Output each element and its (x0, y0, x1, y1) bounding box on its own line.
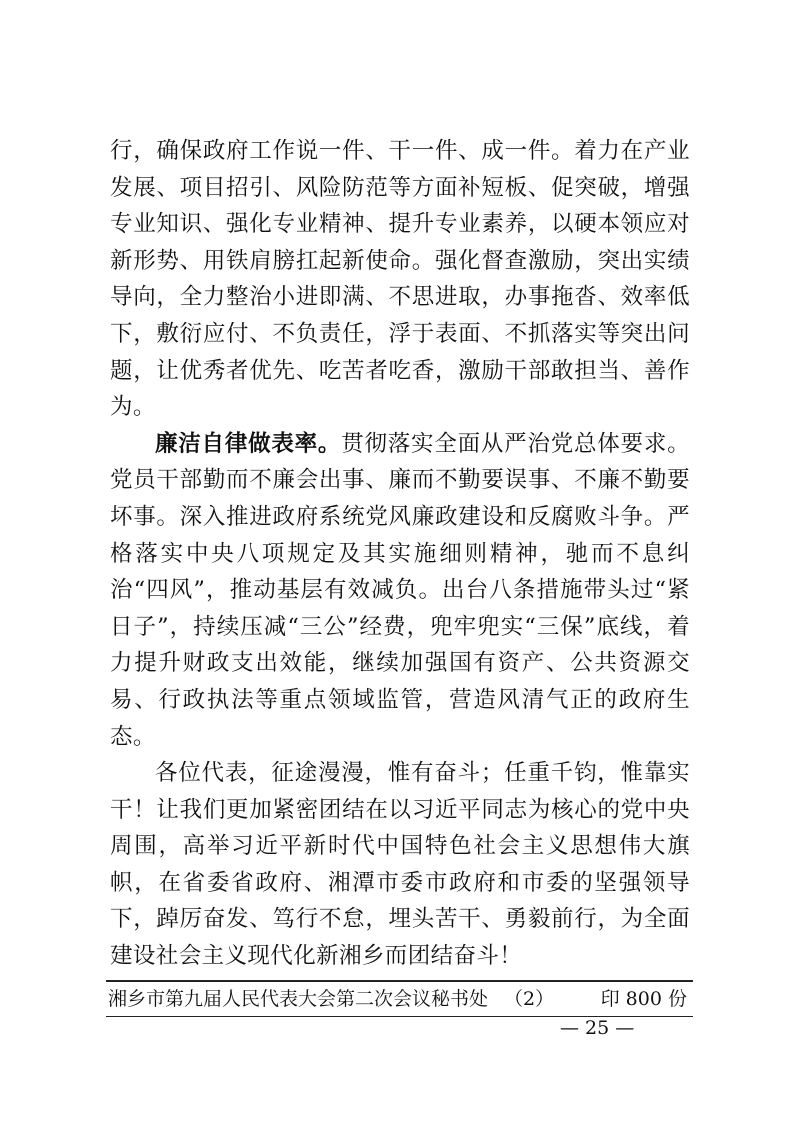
page-number: — 25 — (560, 1017, 635, 1039)
paragraph-text: 行，确保政府工作说一件、干一件、成一件。着力在产业发展、项目招引、风险防范等方面补短板、促突破，增强专业知识、强化专业精神、提升专业素养，以硬本领应对新形势、用铁肩膀扛起新使命。强化督查激励，突出实绩导向，全力整治小进即满、不思进取，办事拖沓、效率低下，敷衍应付、不负责任，浮于表面、不抓落实等突出问题，让优秀者优先、吃苦者吃香，激励干部敢担当、善作为。 (110, 138, 690, 421)
footer-issue-number: （2） (504, 987, 555, 1010)
footer-organization: 湘乡市第九届人民代表大会第二次会议秘书处 (108, 987, 489, 1010)
body-text (110, 133, 690, 975)
paragraph-heading: 廉洁自律做表率。 (155, 430, 342, 457)
paragraph-closing (110, 755, 690, 975)
footer (106, 980, 693, 1017)
footer-line (106, 982, 693, 1016)
paragraph-integrity (110, 426, 690, 755)
footer-copies: 印 800 份 (600, 987, 687, 1010)
paragraph-continuation (110, 133, 690, 426)
paragraph-text: 贯彻落实全面从严治党总体要求。党员干部勤而不廉会出事、廉而不勤要误事、不廉不勤要坏事。深入推进政府系统党风廉政建设和反腐败斗争。严格落实中央八项规定及其实施细则精神，驰而不息纠治“四风”，推动基层有效减负。出台八条措施带头过“紧日子”，持续压减“三公”经费，兜牢兜实“三保”底线，着力提升财政支出效能，继续加强国有资产、公共资源交易、行政执法等重点领域监管，营造风清气正的政府生态。 (110, 430, 690, 750)
paragraph-text: 各位代表，征途漫漫，惟有奋斗；任重千钧，惟靠实干！让我们更加紧密团结在以习近平同志为核心的党中央周围，高举习近平新时代中国特色社会主义思想伟大旗帜，在省委省政府、湘潭市委市政府和市委的坚强领导下，踔厉奋发、笃行不怠，埋头苦干、勇毅前行，为全面建设社会主义现代化新湘乡而团结奋斗！ (110, 760, 690, 970)
